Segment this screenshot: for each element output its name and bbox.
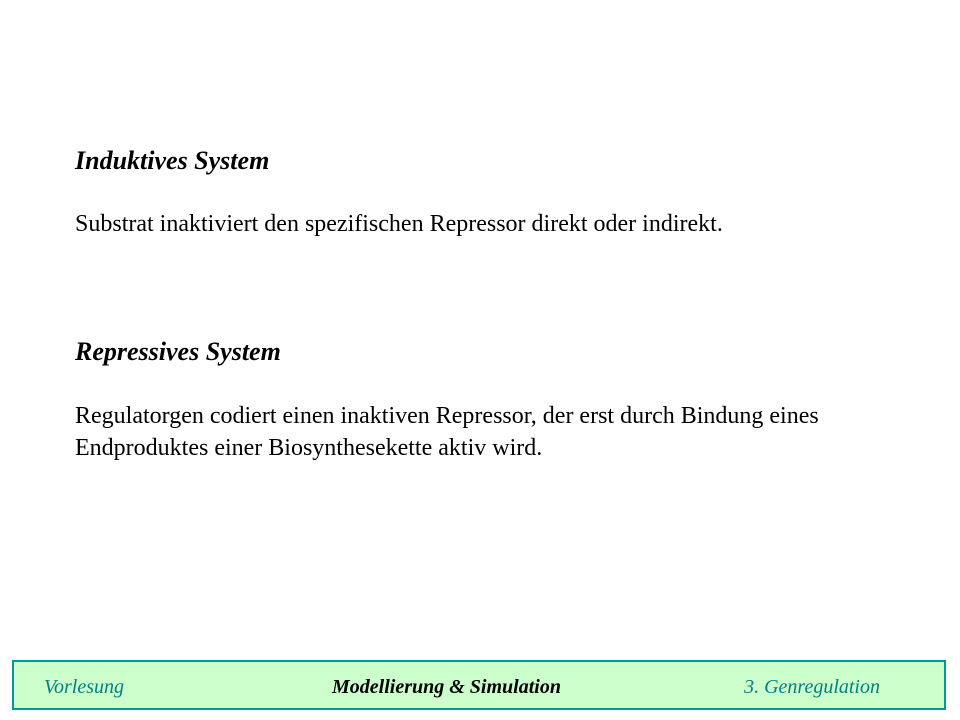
footer-bar — [12, 660, 946, 710]
section-heading-repressives-system: Repressives System — [75, 337, 281, 366]
section-text-induktives-system: Substrat inaktiviert den spezifischen Repressor direkt oder indirekt. — [75, 211, 723, 237]
section-text-repressives-system: Regulatorgen codiert einen inaktiven Repressor, der erst durch Bindung eines Endproduktes einer Biosynthesekette aktiv wird. — [75, 403, 819, 461]
footer-course-title: Modellierung & Simulation — [332, 676, 561, 698]
section-heading-induktives-system: Induktives System — [75, 146, 270, 175]
footer-chapter-label: 3. Genregulation — [744, 676, 880, 698]
footer-lecture-label: Vorlesung — [44, 676, 124, 698]
